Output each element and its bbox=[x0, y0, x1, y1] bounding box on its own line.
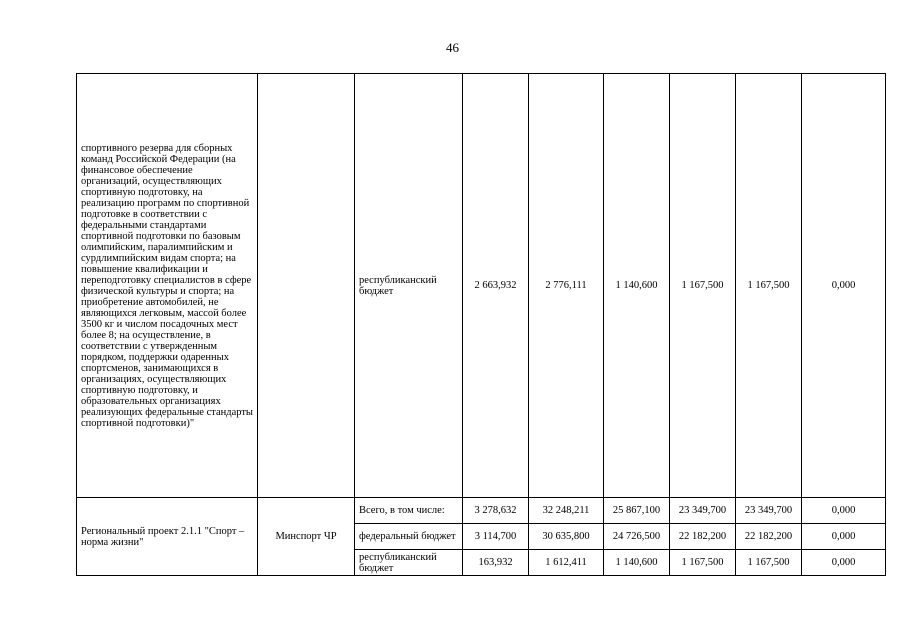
value-cell: 25 867,100 bbox=[604, 498, 670, 524]
project-name: Региональный проект 2.1.1 "Спорт – норма жизни" bbox=[77, 498, 258, 576]
event-description: спортивного резерва для сборных команд Российской Федерации (на финансовое обеспечение организаций, осуществляющих спортивную подготовку, на реализацию программ по спортивной подготовке в соответствии с федеральными стандартами спортивной подготовки по базовым олимпийским, паралимпийским и сурдлимпийским видам спорта; на повышение квалификации и переподготовку специалистов в сфере физической культуры и спорта; на приобретение автомобилей, не являющихся легковым, массой более 3500 кг и числом посадочных мест более 8; на осуществление, в соответствии с утвержденным порядком, поддержки одаренных спортсменов, занимающихся в организациях, осуществляющих спортивную подготовку, и образовательных организациях реализующих федеральные стандарты спортивной подготовки)" bbox=[77, 74, 258, 498]
funding-source: республиканский бюджет bbox=[355, 550, 463, 576]
value-cell: 1 612,411 bbox=[529, 550, 604, 576]
value-cell: 24 726,500 bbox=[604, 524, 670, 550]
page-number: 46 bbox=[446, 40, 459, 55]
responsible-cell bbox=[258, 74, 355, 498]
value-cell: 0,000 bbox=[802, 550, 886, 576]
value-cell: 30 635,800 bbox=[529, 524, 604, 550]
value-cell: 0,000 bbox=[802, 498, 886, 524]
funding-source: федеральный бюджет bbox=[355, 524, 463, 550]
value-cell: 163,932 bbox=[463, 550, 529, 576]
value-cell: 1 167,500 bbox=[670, 550, 736, 576]
value-cell: 3 114,700 bbox=[463, 524, 529, 550]
value-cell: 23 349,700 bbox=[736, 498, 802, 524]
value-cell: 1 140,600 bbox=[604, 550, 670, 576]
value-cell: 1 167,500 bbox=[670, 74, 736, 498]
value-cell: 3 278,632 bbox=[463, 498, 529, 524]
value-cell: 22 182,200 bbox=[736, 524, 802, 550]
value-cell: 1 140,600 bbox=[604, 74, 670, 498]
value-cell: 2 663,932 bbox=[463, 74, 529, 498]
table-row bbox=[77, 74, 886, 498]
budget-table bbox=[76, 73, 886, 576]
value-cell: 1 167,500 bbox=[736, 550, 802, 576]
responsible-cell: Минспорт ЧР bbox=[258, 498, 355, 576]
value-cell: 23 349,700 bbox=[670, 498, 736, 524]
value-cell: 0,000 bbox=[802, 524, 886, 550]
funding-source: республиканский бюджет bbox=[355, 74, 463, 498]
value-cell: 1 167,500 bbox=[736, 74, 802, 498]
value-cell: 0,000 bbox=[802, 74, 886, 498]
value-cell: 32 248,211 bbox=[529, 498, 604, 524]
table-row bbox=[77, 498, 886, 524]
funding-source: Всего, в том числе: bbox=[355, 498, 463, 524]
value-cell: 22 182,200 bbox=[670, 524, 736, 550]
value-cell: 2 776,111 bbox=[529, 74, 604, 498]
